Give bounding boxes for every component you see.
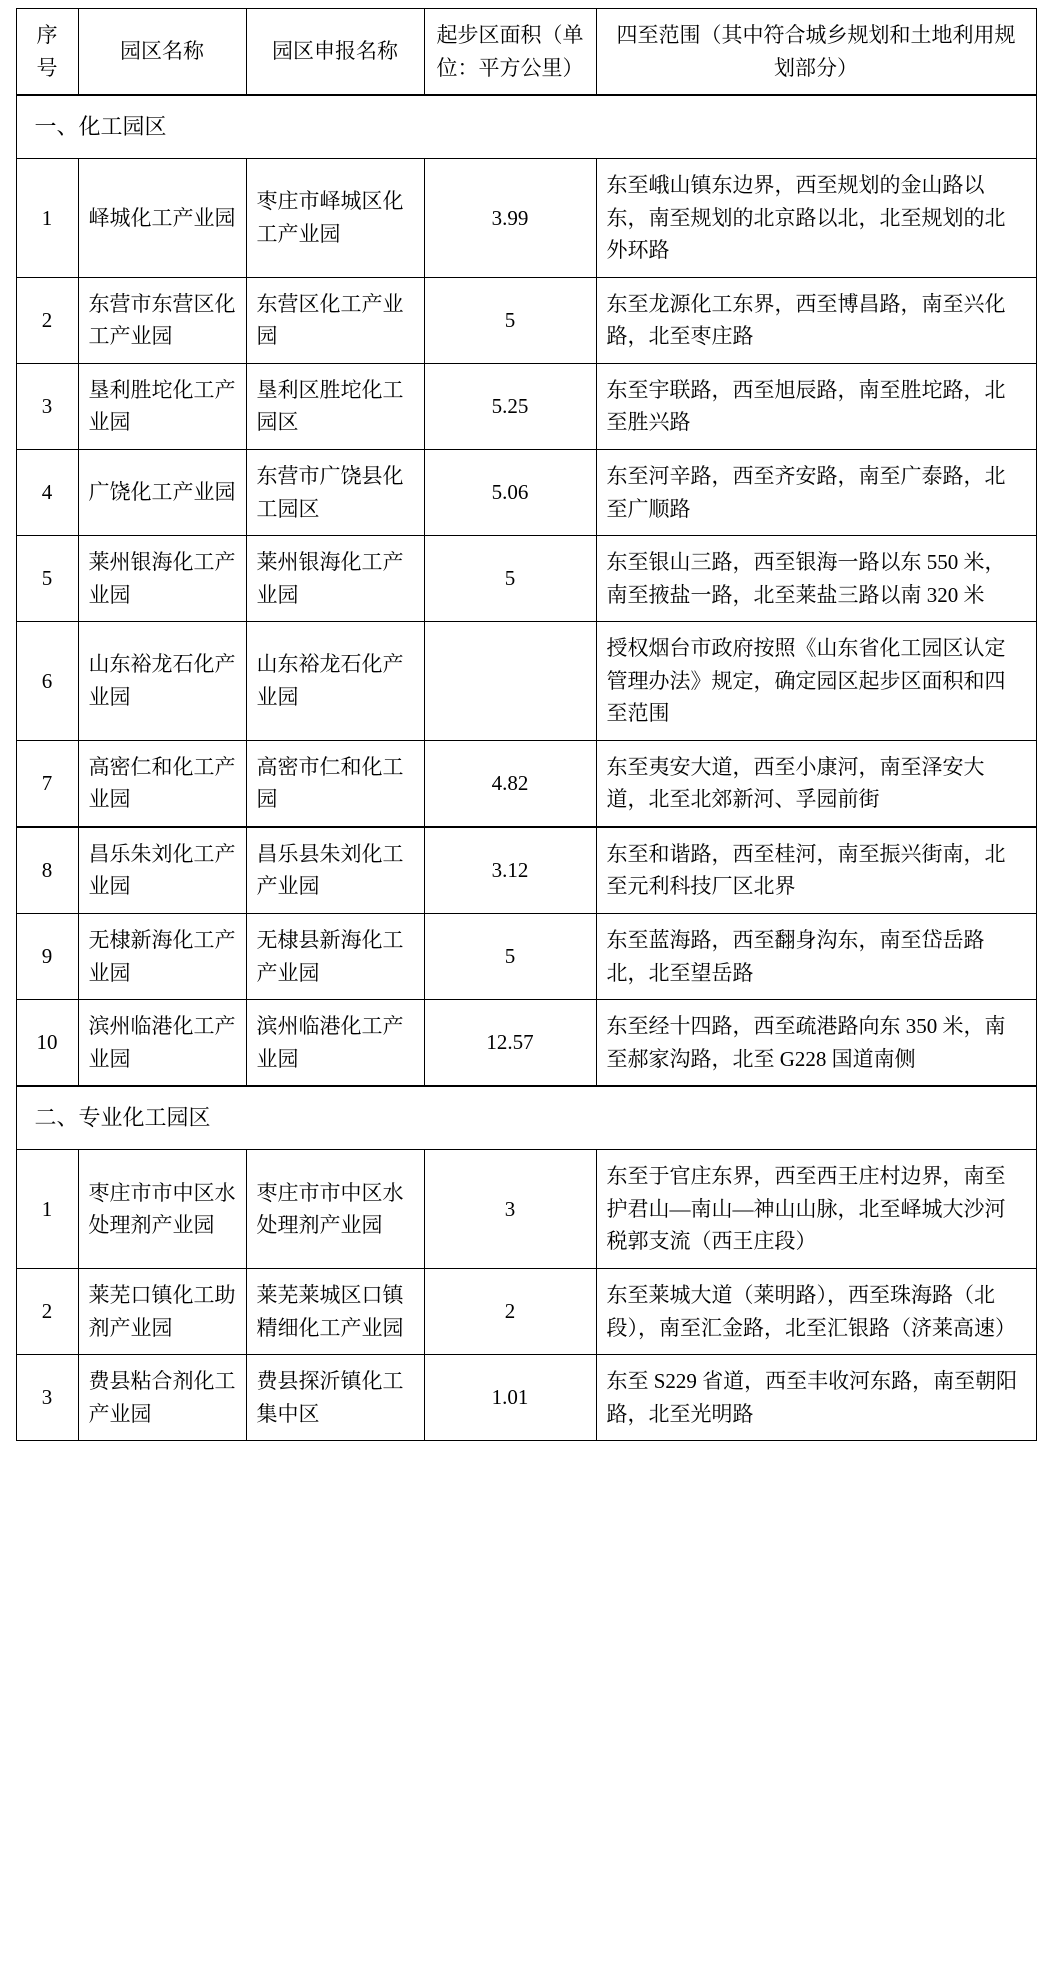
cell-park-name: 峄城化工产业园 bbox=[78, 159, 246, 278]
table-row bbox=[16, 536, 1036, 622]
cell-start-area: 4.82 bbox=[424, 740, 596, 827]
table-row bbox=[16, 450, 1036, 536]
cell-start-area: 5.25 bbox=[424, 363, 596, 449]
table-row bbox=[16, 159, 1036, 278]
table-row bbox=[16, 1000, 1036, 1087]
cell-park-name: 昌乐朱刘化工产业园 bbox=[78, 827, 246, 914]
cell-declared-name: 垦利区胜坨化工园区 bbox=[246, 363, 424, 449]
cell-declared-name: 莱州银海化工产业园 bbox=[246, 536, 424, 622]
cell-seq: 5 bbox=[16, 536, 78, 622]
table-body bbox=[16, 95, 1036, 1441]
cell-start-area: 5 bbox=[424, 277, 596, 363]
cell-park-name: 莱芜口镇化工助剂产业园 bbox=[78, 1268, 246, 1354]
section-title: 二、专业化工园区 bbox=[16, 1086, 1036, 1150]
cell-declared-name: 东营区化工产业园 bbox=[246, 277, 424, 363]
cell-park-name: 费县粘合剂化工产业园 bbox=[78, 1355, 246, 1441]
cell-seq: 1 bbox=[16, 1150, 78, 1269]
table-row bbox=[16, 1355, 1036, 1441]
cell-start-area: 3 bbox=[424, 1150, 596, 1269]
cell-start-area: 3.12 bbox=[424, 827, 596, 914]
cell-seq: 3 bbox=[16, 363, 78, 449]
cell-park-name: 滨州临港化工产业园 bbox=[78, 1000, 246, 1087]
cell-scope: 东至和谐路，西至桂河，南至振兴街南，北至元利科技厂区北界 bbox=[596, 827, 1036, 914]
column-header-seq: 序号 bbox=[16, 9, 78, 96]
cell-seq: 4 bbox=[16, 450, 78, 536]
cell-scope: 东至河辛路，西至齐安路，南至广泰路，北至广顺路 bbox=[596, 450, 1036, 536]
cell-park-name: 高密仁和化工产业园 bbox=[78, 740, 246, 827]
cell-scope: 东至蓝海路，西至翻身沟东，南至岱岳路北，北至望岳路 bbox=[596, 914, 1036, 1000]
cell-scope: 东至宇联路，西至旭辰路，南至胜坨路，北至胜兴路 bbox=[596, 363, 1036, 449]
cell-declared-name: 山东裕龙石化产业园 bbox=[246, 622, 424, 741]
cell-scope: 东至经十四路，西至疏港路向东 350 米，南至郝家沟路，北至 G228 国道南侧 bbox=[596, 1000, 1036, 1087]
cell-start-area bbox=[424, 622, 596, 741]
column-header-park-name: 园区名称 bbox=[78, 9, 246, 96]
cell-scope: 东至夷安大道，西至小康河，南至泽安大道，北至北郊新河、孚园前街 bbox=[596, 740, 1036, 827]
cell-seq: 1 bbox=[16, 159, 78, 278]
cell-start-area: 2 bbox=[424, 1268, 596, 1354]
cell-declared-name: 无棣县新海化工产业园 bbox=[246, 914, 424, 1000]
cell-scope: 东至莱城大道（莱明路），西至珠海路（北段），南至汇金路，北至汇银路（济莱高速） bbox=[596, 1268, 1036, 1354]
section-header-row bbox=[16, 95, 1036, 159]
cell-park-name: 山东裕龙石化产业园 bbox=[78, 622, 246, 741]
cell-start-area: 3.99 bbox=[424, 159, 596, 278]
cell-declared-name: 高密市仁和化工园 bbox=[246, 740, 424, 827]
section-header-row bbox=[16, 1086, 1036, 1150]
cell-declared-name: 昌乐县朱刘化工产业园 bbox=[246, 827, 424, 914]
cell-scope: 东至银山三路，西至银海一路以东 550 米，南至掖盐一路，北至莱盐三路以南 320 米 bbox=[596, 536, 1036, 622]
cell-scope: 东至于官庄东界，西至西王庄村边界，南至护君山—南山—神山山脉，北至峄城大沙河税郭支流（西王庄段） bbox=[596, 1150, 1036, 1269]
cell-park-name: 无棣新海化工产业园 bbox=[78, 914, 246, 1000]
cell-start-area: 5.06 bbox=[424, 450, 596, 536]
cell-park-name: 东营市东营区化工产业园 bbox=[78, 277, 246, 363]
cell-scope: 东至龙源化工东界，西至博昌路，南至兴化路，北至枣庄路 bbox=[596, 277, 1036, 363]
cell-declared-name: 莱芜莱城区口镇精细化工产业园 bbox=[246, 1268, 424, 1354]
table-row bbox=[16, 622, 1036, 741]
table-row bbox=[16, 1150, 1036, 1269]
table-row bbox=[16, 914, 1036, 1000]
cell-declared-name: 枣庄市市中区水处理剂产业园 bbox=[246, 1150, 424, 1269]
cell-declared-name: 枣庄市峄城区化工产业园 bbox=[246, 159, 424, 278]
table-row bbox=[16, 740, 1036, 827]
table-row bbox=[16, 827, 1036, 914]
cell-seq: 7 bbox=[16, 740, 78, 827]
cell-scope: 授权烟台市政府按照《山东省化工园区认定管理办法》规定，确定园区起步区面积和四至范围 bbox=[596, 622, 1036, 741]
cell-start-area: 5 bbox=[424, 536, 596, 622]
table-header-row bbox=[16, 9, 1036, 96]
cell-seq: 2 bbox=[16, 277, 78, 363]
cell-seq: 10 bbox=[16, 1000, 78, 1087]
cell-start-area: 5 bbox=[424, 914, 596, 1000]
cell-scope: 东至峨山镇东边界，西至规划的金山路以东，南至规划的北京路以北，北至规划的北外环路 bbox=[596, 159, 1036, 278]
cell-seq: 8 bbox=[16, 827, 78, 914]
parks-table bbox=[16, 8, 1037, 1441]
cell-park-name: 广饶化工产业园 bbox=[78, 450, 246, 536]
cell-park-name: 枣庄市市中区水处理剂产业园 bbox=[78, 1150, 246, 1269]
table-row bbox=[16, 1268, 1036, 1354]
cell-scope: 东至 S229 省道，西至丰收河东路，南至朝阳路，北至光明路 bbox=[596, 1355, 1036, 1441]
table-header bbox=[16, 9, 1036, 96]
cell-park-name: 垦利胜坨化工产业园 bbox=[78, 363, 246, 449]
table-row bbox=[16, 277, 1036, 363]
section-title: 一、化工园区 bbox=[16, 95, 1036, 159]
cell-declared-name: 东营市广饶县化工园区 bbox=[246, 450, 424, 536]
column-header-start-area: 起步区面积（单位：平方公里） bbox=[424, 9, 596, 96]
cell-seq: 6 bbox=[16, 622, 78, 741]
cell-seq: 9 bbox=[16, 914, 78, 1000]
table-row bbox=[16, 363, 1036, 449]
cell-start-area: 1.01 bbox=[424, 1355, 596, 1441]
column-header-scope: 四至范围（其中符合城乡规划和土地利用规划部分） bbox=[596, 9, 1036, 96]
cell-park-name: 莱州银海化工产业园 bbox=[78, 536, 246, 622]
cell-declared-name: 滨州临港化工产业园 bbox=[246, 1000, 424, 1087]
column-header-declared-name: 园区申报名称 bbox=[246, 9, 424, 96]
cell-start-area: 12.57 bbox=[424, 1000, 596, 1087]
cell-declared-name: 费县探沂镇化工集中区 bbox=[246, 1355, 424, 1441]
cell-seq: 3 bbox=[16, 1355, 78, 1441]
cell-seq: 2 bbox=[16, 1268, 78, 1354]
